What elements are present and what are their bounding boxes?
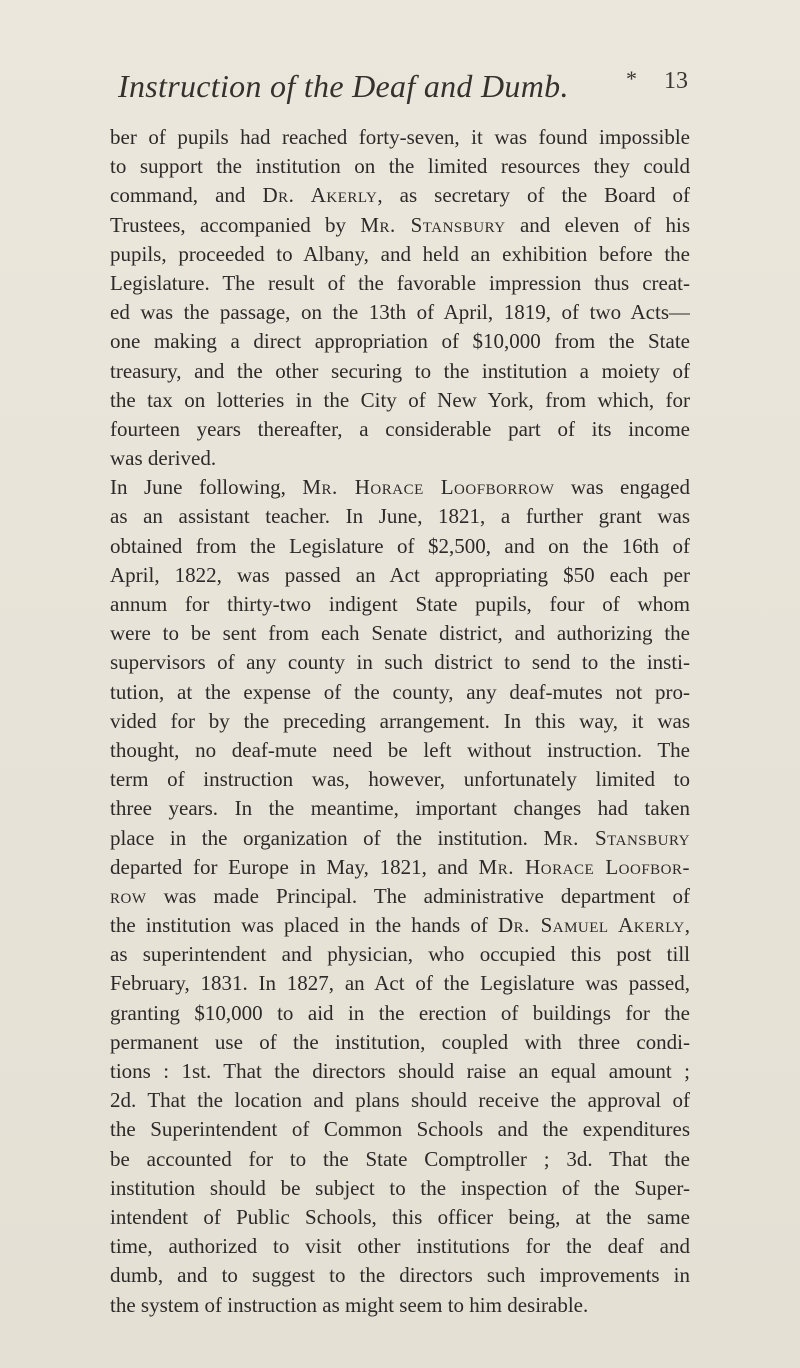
running-header [0,60,800,110]
text-segment: In June following, [110,475,303,500]
text-line: term of instruction was, however, unfortunately limited to [110,767,690,792]
text-line: granting $10,000 to aid in the erection of buildings for the [110,1000,690,1025]
text-line: be accounted for to the State Comptroller ; 3d. That the [110,1146,690,1171]
text-line: April, 1822, was passed an Act appropriating $50 each per [110,562,690,587]
text-line: fourteen years thereafter, a considerable part of its income [110,416,690,441]
text-segment: place in the organization of the institution. [110,825,544,850]
small-caps-name: row [110,883,147,908]
text-line: the Superintendent of Common Schools and the expenditures [110,1117,690,1142]
body-text [110,123,690,1320]
text-line: the system of instruction as might seem to him desirable. [110,1292,589,1317]
text-line: institution should be subject to the inspection of the Super- [110,1175,690,1200]
text-line: annum for thirty-two indigent State pupils, four of whom [110,592,690,616]
small-caps-name: Dr. Akerly [262,183,378,208]
small-caps-name: Mr. Stansbury [360,212,506,237]
text-segment: Trustees, accompanied by [110,212,361,237]
text-line: tions : 1st. That the directors should raise an equal amount ; [110,1059,690,1083]
text-line: 2d. That the location and plans should receive the approval of [110,1088,690,1113]
small-caps-name: Dr. Samuel Akerly [498,913,685,938]
text-line [110,824,690,853]
text-line: Legislature. The result of the favorable impression thus creat- [110,270,690,295]
text-line [110,473,690,502]
text-line [110,853,690,882]
text-line: permanent use of the institution, coupled with three condi- [110,1029,690,1054]
running-title: Instruction of the Deaf and Dumb. [118,68,569,104]
text-segment: the institution was placed in the hands of [110,913,498,938]
text-segment: command, and [110,183,263,208]
text-line: three years. In the meantime, important changes had taken [110,796,690,821]
text-line: to support the institution on the limited resources they could [110,154,690,179]
text-segment: was made Principal. The administrative department of [146,883,690,908]
text-line: ed was the passage, on the 13th of April, 1819, of two Acts— [110,300,690,325]
small-caps-name: Mr. Stansbury [543,825,690,850]
text-line: as an assistant teacher. In June, 1821, a further grant was [110,504,690,529]
text-line: obtained from the Legislature of $2,500, and on the 16th of [110,533,690,558]
text-line: time, authorized to visit other institutions for the deaf and [110,1234,690,1259]
text-line: one making a direct appropriation of $10,000 from the State [110,329,690,354]
text-line: intendent of Public Schools, this officer being, at the same [110,1204,690,1229]
text-line: the tax on lotteries in the City of New York, from which, for [110,387,690,412]
text-line [110,211,690,240]
text-segment: and eleven of his [505,212,690,237]
text-line: pupils, proceeded to Albany, and held an exhibition before the [110,241,690,266]
text-line: treasury, and the other securing to the institution a moiety of [110,358,690,383]
small-caps-name: Mr. Horace Loofborrow [302,475,555,500]
text-segment: departed for Europe in May, 1821, and [110,854,479,879]
margin-mark: * [626,66,637,91]
text-line: was derived. [110,446,217,471]
text-line: dumb, and to suggest to the directors such improvements in [110,1263,690,1288]
page-number: 13 [664,68,688,94]
text-segment: , as secretary of the Board of [377,183,690,208]
text-line: were to be sent from each Senate district, and authorizing the [110,621,690,646]
text-segment: was engaged [554,475,690,500]
text-line: February, 1831. In 1827, an Act of the Legislature was passed, [110,971,690,996]
text-line: thought, no deaf-mute need be left without instruction. The [110,737,690,762]
text-line: vided for by the preceding arrangement. In this way, it was [110,708,690,733]
text-line [110,911,690,940]
text-segment: , [684,913,690,938]
text-line: supervisors of any county in such district to send to the insti- [110,650,690,675]
text-line [110,882,690,911]
text-line: as superintendent and physician, who occupied this post till [110,942,690,967]
text-line: tution, at the expense of the county, any deaf-mutes not pro- [110,679,690,704]
small-caps-name: Mr. Horace Loofbor- [478,854,690,879]
text-line: ber of pupils had reached forty-seven, it was found impossible [110,125,690,149]
text-line [110,181,690,210]
